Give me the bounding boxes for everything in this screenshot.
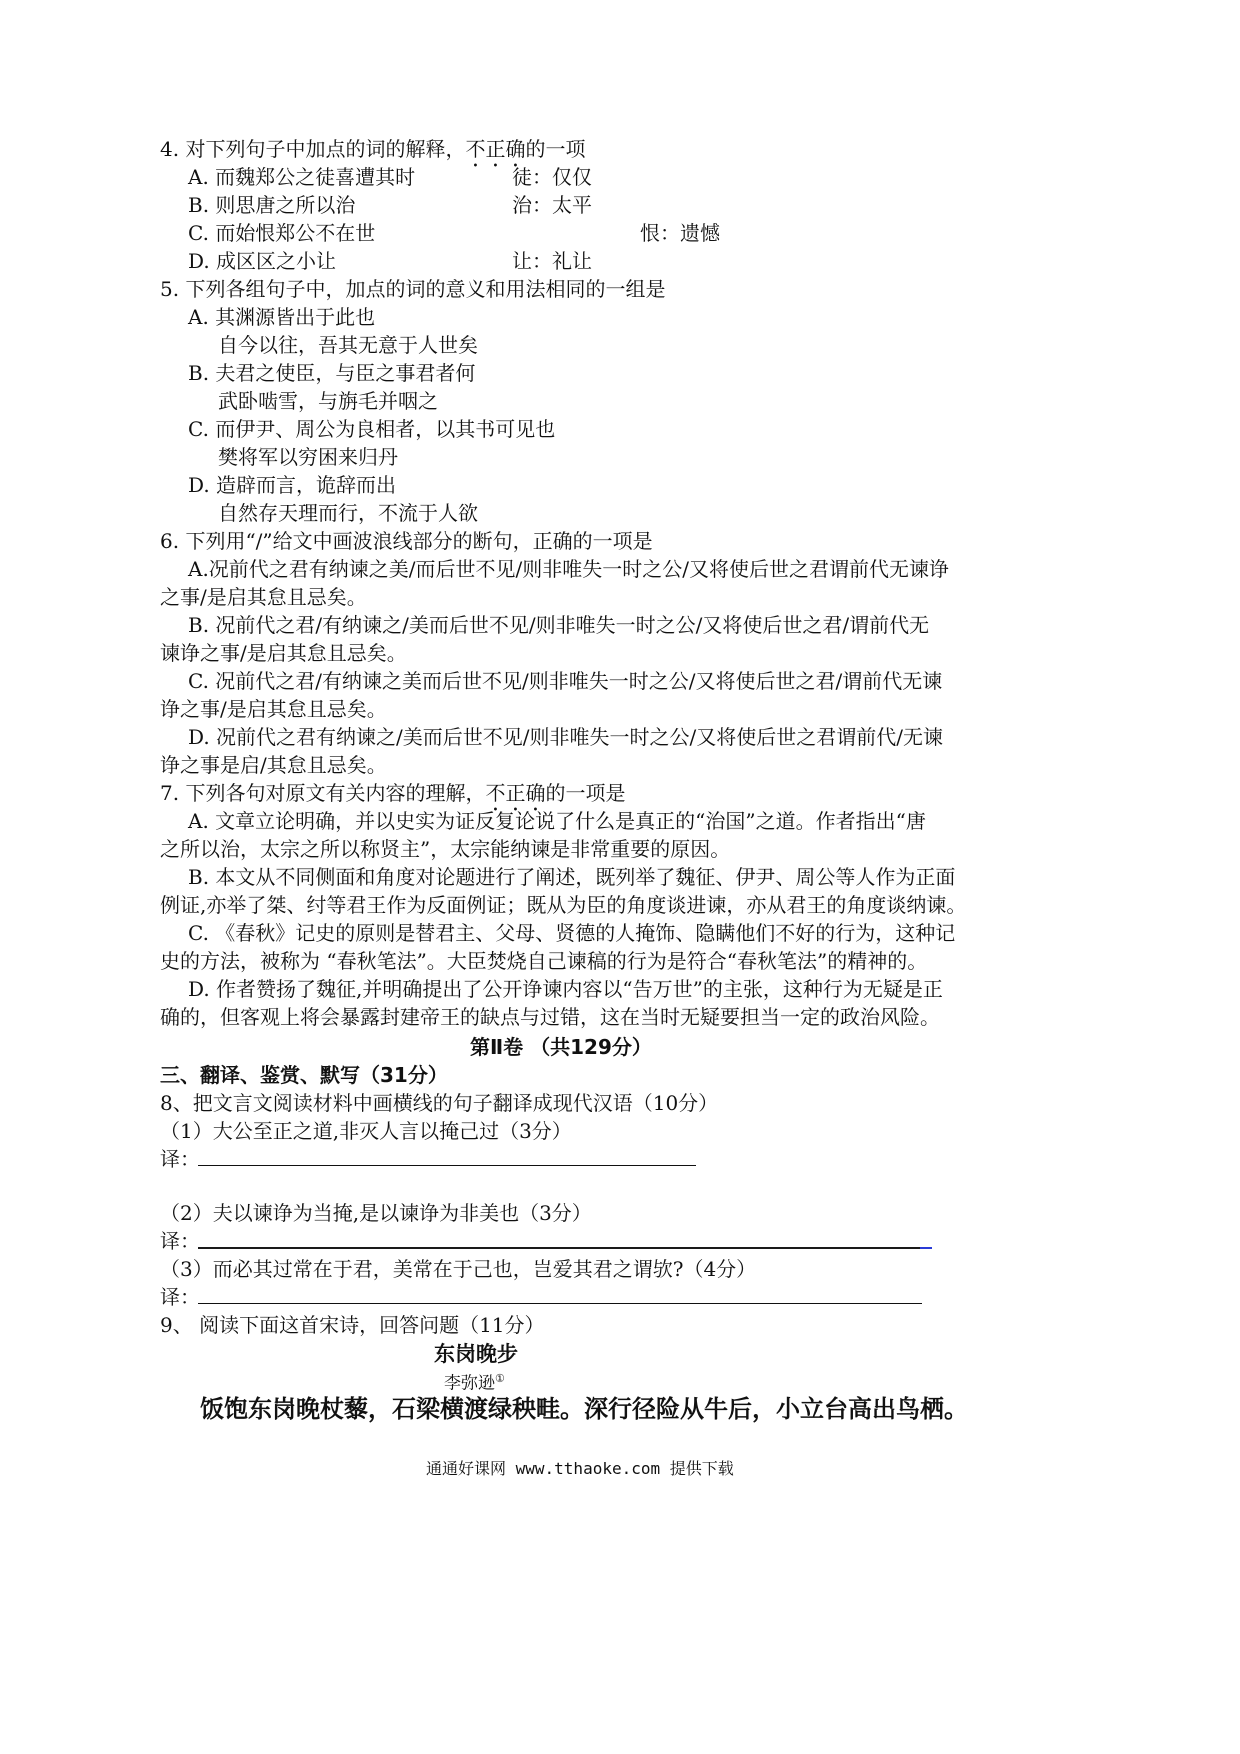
q5-option-c-line2: 樊将军以穷困来归丹 bbox=[218, 445, 398, 469]
q4-option-d-text: 成区区之小让 bbox=[216, 249, 337, 273]
q4-option-c-text: 而始恨郑公不在世 bbox=[215, 221, 376, 245]
page-footer: 通通好课网 www.tthaoke.com 提供下载 bbox=[426, 1459, 734, 1478]
q4-stem-pre: 4. 对下列句子中加点的词的解释， bbox=[160, 137, 466, 161]
q8-answer-blank-3[interactable] bbox=[198, 1303, 922, 1304]
q8-item-2: （2）夫以谏诤为当掩,是以谏诤为非美也（3分） bbox=[160, 1201, 592, 1225]
q4-option-b: B. 则思唐之所以治 bbox=[188, 193, 356, 217]
q6-option-b: B. 况前代之君/有纳谏之/美而后世不见/则非唯失一时之公/又将使后世之君/谓前代无 bbox=[188, 613, 930, 637]
q4-option-c: C. 而始恨郑公不在世 bbox=[188, 221, 376, 245]
q8-answer-label-3: 译： bbox=[160, 1285, 200, 1309]
q6-option-a-cont: 之事/是启其怠且忌矣。 bbox=[160, 585, 367, 609]
q6-option-b-cont: 谏诤之事/是启其怠且忌矣。 bbox=[160, 641, 407, 665]
q4-option-b-text: 则思唐之所以治 bbox=[215, 193, 356, 217]
section-2-heading: 第Ⅱ卷 （共129分） bbox=[470, 1035, 652, 1059]
q5-option-b: B. 夫君之使臣，与臣之事君者何 bbox=[188, 361, 476, 385]
q7-option-b: B. 本文从不同侧面和角度对论题进行了阐述，既列举了魏征、伊尹、周公等人作为正面 bbox=[188, 865, 956, 889]
q4-option-a-gloss: 徒：仅仅 bbox=[512, 165, 592, 189]
q4-option-a: A. 而魏郑公之徒喜遭其时 bbox=[188, 165, 416, 189]
q7-stem: 7. 下列各句对原文有关内容的理解，不正确的一项是 bbox=[160, 781, 626, 805]
q7-option-a: A. 文章立论明确，并以史实为证反复论说了什么是真正的“治国”之道。作者指出“唐 bbox=[188, 809, 926, 833]
q5-option-a-line2: 自今以往，吾其无意于人世矣 bbox=[218, 333, 478, 357]
q7-option-c: C. 《春秋》记史的原则是替君主、父母、贤德的人掩饰、隐瞒他们不好的行为，这种记 bbox=[188, 921, 956, 945]
q5-option-d-line2: 自然存天理而行，不流于人欲 bbox=[218, 501, 478, 525]
q8-answer-blank-2[interactable] bbox=[198, 1247, 920, 1249]
q8-item-3: （3）而必其过常在于君，美常在于己也，岂爱其君之谓欤?（4分） bbox=[160, 1257, 757, 1281]
q4-stem-emphasis: 不正确 bbox=[465, 137, 526, 161]
q6-option-c: C. 况前代之君/有纳谏之美而后世不见/则非唯失一时之公/又将使后世之君/谓前代无谏 bbox=[188, 669, 943, 693]
poem-title: 东岗晚步 bbox=[434, 1342, 518, 1366]
q4-option-c-gloss: 恨：遗憾 bbox=[640, 221, 720, 245]
q4-stem-post: 的一项 bbox=[525, 137, 586, 161]
footnote-marker: ① bbox=[495, 1372, 505, 1385]
q5-stem: 5. 下列各组句子中，加点的词的意义和用法相同的一组是 bbox=[160, 277, 666, 301]
blank-tail-mark bbox=[920, 1247, 932, 1249]
q4-option-d: D. 成区区之小让 bbox=[188, 249, 337, 273]
q6-option-d-cont: 诤之事是启/其怠且忌矣。 bbox=[160, 753, 387, 777]
section-3-heading: 三、翻译、鉴赏、默写（31分） bbox=[160, 1063, 448, 1087]
q6-option-c-cont: 诤之事/是启其怠且忌矣。 bbox=[160, 697, 387, 721]
q4-option-b-gloss: 治：太平 bbox=[512, 193, 592, 217]
q7-option-b-cont: 例证,亦举了桀、纣等君王作为反面例证；既从为臣的角度谈进谏，亦从君王的角度谈纳谏。 bbox=[160, 893, 967, 917]
q7-option-d: D. 作者赞扬了魏征,并明确提出了公开诤谏内容以“告万世”的主张，这种行为无疑是正 bbox=[188, 977, 943, 1001]
q7-stem-emphasis: 不正确 bbox=[485, 781, 546, 805]
q9-stem: 9、 阅读下面这首宋诗，回答问题（11分） bbox=[160, 1313, 545, 1337]
q4-option-d-gloss: 让：礼让 bbox=[512, 249, 592, 273]
q5-option-a: A. 其渊源皆出于此也 bbox=[188, 305, 376, 329]
q6-stem: 6. 下列用“/”给文中画波浪线部分的断句，正确的一项是 bbox=[160, 529, 653, 553]
poem-author-name: 李弥逊 bbox=[444, 1373, 495, 1394]
q5-option-c: C. 而伊尹、周公为良相者，以其书可见也 bbox=[188, 417, 556, 441]
q7-option-d-cont: 确的，但客观上将会暴露封建帝王的缺点与过错，这在当时无疑要担当一定的政治风险。 bbox=[160, 1005, 940, 1029]
q6-option-d: D. 况前代之君有纳谏之/美而后世不见/则非唯失一时之公/又将使后世之君谓前代/无谏 bbox=[188, 725, 943, 749]
q7-option-c-cont: 史的方法，被称为 “春秋笔法”。大臣焚烧自己谏稿的行为是符合“春秋笔法”的精神的。 bbox=[160, 949, 928, 973]
q8-answer-label-1: 译： bbox=[160, 1147, 200, 1171]
poem-body: 饭饱东岗晚杖藜，石梁横渡绿秧畦。深行径险从牛后，小立台高出鸟栖。 bbox=[200, 1395, 968, 1423]
q5-option-d: D. 造辟而言，诡辞而出 bbox=[188, 473, 397, 497]
q8-stem: 8、把文言文阅读材料中画横线的句子翻译成现代汉语（10分） bbox=[160, 1091, 719, 1115]
q8-item-1: （1）大公至正之道,非灭人言以掩己过（3分） bbox=[160, 1119, 572, 1143]
q8-answer-label-2: 译： bbox=[160, 1229, 200, 1253]
q5-option-b-line2: 武卧啮雪，与旃毛并咽之 bbox=[218, 389, 438, 413]
q4-option-a-text: 而魏郑公之徒喜遭其时 bbox=[215, 165, 416, 189]
q8-answer-blank-1[interactable] bbox=[198, 1165, 696, 1166]
q6-option-a: A.况前代之君有纳谏之美/而后世不见/则非唯失一时之公/又将使后世之君谓前代无谏诤 bbox=[188, 557, 950, 581]
q7-option-a-cont: 之所以治，太宗之所以称贤主”，太宗能纳谏是非常重要的原因。 bbox=[160, 837, 731, 861]
